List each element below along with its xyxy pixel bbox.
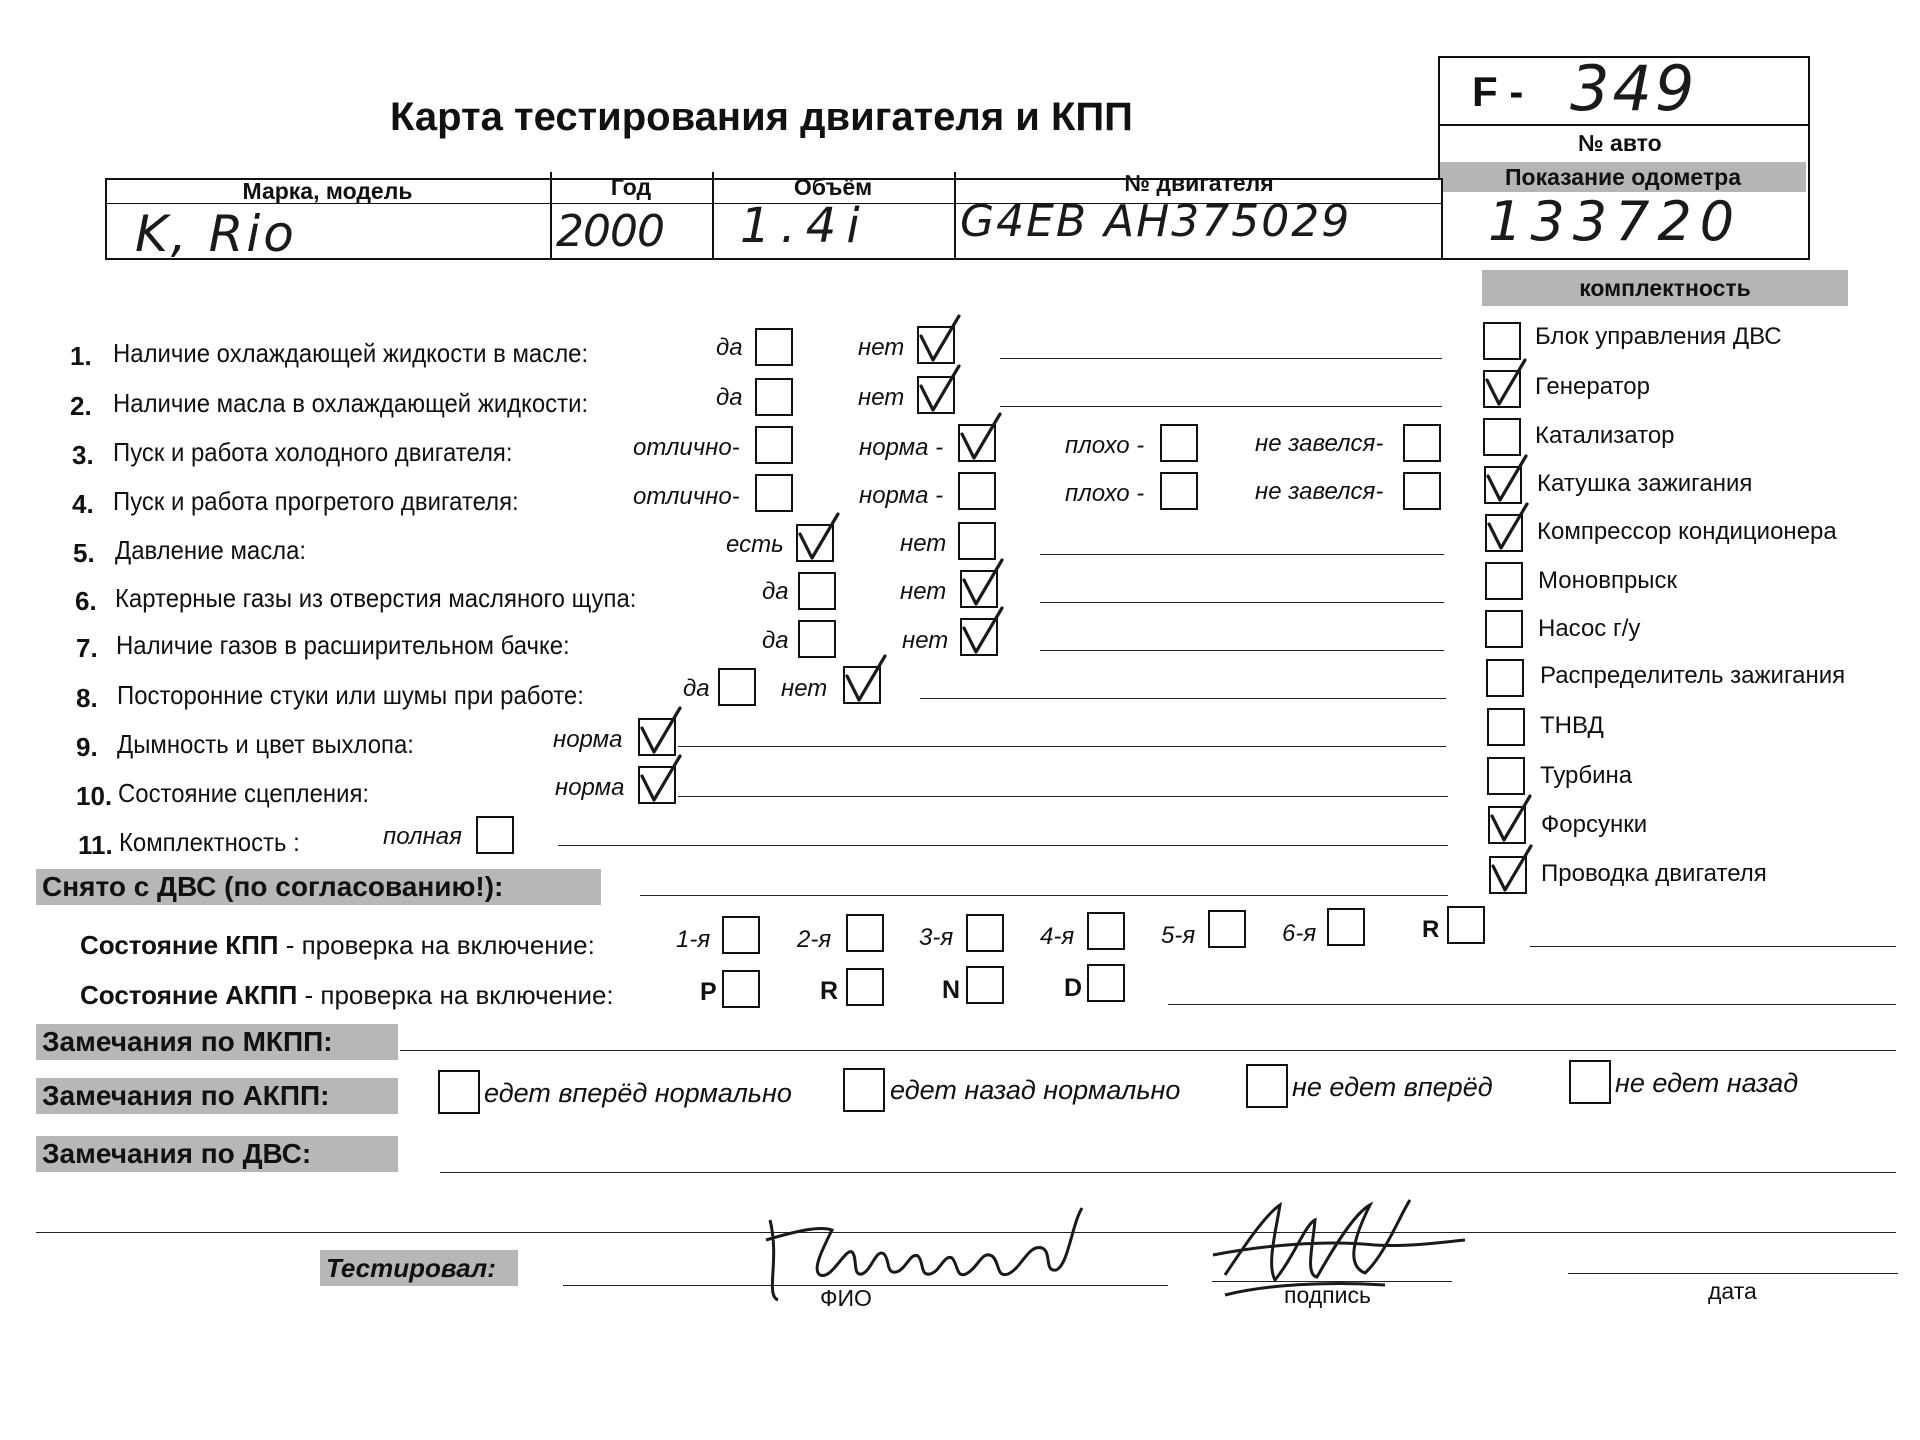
gear-3-checkbox[interactable] xyxy=(966,914,1004,952)
q2-yes-label: да xyxy=(716,384,743,411)
q3-bad-label: плохо - xyxy=(1065,432,1145,459)
tested-by-label xyxy=(320,1250,518,1286)
volume-header: Объём xyxy=(793,174,873,200)
q4-label: Пуск и работа прогретого двигателя: xyxy=(113,486,519,516)
q4-not-started-label: не завелся- xyxy=(1255,478,1384,505)
akpp-label-bold: Состояние АКПП xyxy=(80,980,298,1010)
q5-no-label: нет xyxy=(900,530,947,557)
q8-label: Посторонние стуки или шумы при работе: xyxy=(117,680,584,710)
form-number-value: 349 xyxy=(1570,52,1698,125)
signature-stroke xyxy=(1205,1185,1505,1305)
engine-no-header: № двигателя xyxy=(1124,170,1274,196)
mkpp-notes-line xyxy=(1530,946,1896,947)
kit-label-6: Моновпрыск xyxy=(1538,567,1678,594)
q10-number: 10. xyxy=(76,781,113,811)
remarks-akpp-label: Замечания по АКПП: xyxy=(36,1078,398,1114)
check-mark-icon xyxy=(1485,842,1537,898)
akpp-notes-line xyxy=(1168,1004,1896,1005)
check-mark-icon xyxy=(634,752,686,808)
kit-label-9: ТНВД xyxy=(1540,712,1604,739)
kit-label-4: Катушка зажигания xyxy=(1537,470,1753,497)
q5-notes-line xyxy=(1040,554,1444,555)
q1-label: Наличие охлаждающей жидкости в масле: xyxy=(113,338,589,368)
q3-excellent-label: отлично- xyxy=(633,434,740,461)
akpp-r-checkbox[interactable] xyxy=(846,968,884,1006)
kit-checkbox-1[interactable] xyxy=(1483,322,1521,360)
q8-no-label: нет xyxy=(781,675,828,702)
q7-yes-checkbox[interactable] xyxy=(798,620,836,658)
q3-not-started-label: не завелся- xyxy=(1255,430,1384,457)
check-mark-icon xyxy=(1484,792,1536,848)
check-mark-icon xyxy=(839,652,891,708)
check-mark-icon xyxy=(954,410,1006,466)
q4-normal-label: норма - xyxy=(859,482,944,509)
akpp-n-label: N xyxy=(942,976,961,1004)
q5-present-checkbox[interactable] xyxy=(796,524,834,562)
akpp-d-label: D xyxy=(1064,974,1083,1002)
q4-number: 4. xyxy=(72,489,94,519)
q9-notes-line xyxy=(678,746,1446,747)
akpp-check-label xyxy=(80,980,614,1011)
gear-6-checkbox[interactable] xyxy=(1327,908,1365,946)
q3-number: 3. xyxy=(72,440,94,470)
remarks-mkpp-line xyxy=(400,1050,1896,1051)
gear-2-checkbox[interactable] xyxy=(846,914,884,952)
tester-signature xyxy=(1205,1185,1505,1305)
kit-label-3: Катализатор xyxy=(1535,422,1675,449)
q4-excellent-label: отлично- xyxy=(633,483,740,510)
q6-no-label: нет xyxy=(900,578,947,605)
form-title: Карта тестирования двигателя и КПП xyxy=(390,95,1133,139)
model-header: Марка, модель xyxy=(242,178,413,204)
akpp-reverse-ok-label: едет назад нормально xyxy=(890,1075,1181,1105)
q11-notes-line xyxy=(558,845,1448,846)
q2-no-checkbox[interactable] xyxy=(917,376,955,414)
q1-yes-checkbox[interactable] xyxy=(755,328,793,366)
remarks-dvs-label: Замечания по ДВС: xyxy=(36,1136,398,1172)
kit-label-8: Распределитель зажигания xyxy=(1540,662,1846,689)
removed-label: Снято с ДВС (по согласованию!): xyxy=(36,869,601,905)
gear-1-checkbox[interactable] xyxy=(722,916,760,954)
year-header: Год xyxy=(610,174,652,200)
volume-value: 1.4i xyxy=(740,198,870,254)
check-mark-icon xyxy=(792,510,844,566)
q5-label: Давление масла: xyxy=(115,535,307,565)
auto-number-label: № авто xyxy=(1578,130,1662,156)
q11-full-label: полная xyxy=(383,823,462,850)
tester-name-stroke xyxy=(760,1200,1100,1310)
gear-5-checkbox[interactable] xyxy=(1208,910,1246,948)
q11-number: 11. xyxy=(78,830,113,860)
kit-header: комплектность xyxy=(1482,270,1848,306)
q2-label: Наличие масла в охлаждающей жидкости: xyxy=(113,388,589,418)
kit-checkbox-5[interactable] xyxy=(1485,514,1523,552)
kit-label-12: Проводка двигателя xyxy=(1541,860,1767,887)
check-mark-icon xyxy=(1481,500,1533,556)
kit-checkbox-12[interactable] xyxy=(1489,856,1527,894)
q8-yes-label: да xyxy=(683,675,710,702)
q3-bad-checkbox[interactable] xyxy=(1160,424,1198,462)
akpp-forward-ok-label: едет вперёд нормально xyxy=(484,1078,792,1108)
removed-notes-line xyxy=(640,895,1448,896)
kit-checkbox-2[interactable] xyxy=(1483,370,1521,408)
gear-r-checkbox[interactable] xyxy=(1447,906,1485,944)
akpp-d-checkbox[interactable] xyxy=(1087,964,1125,1002)
akpp-reverse-ok-checkbox[interactable] xyxy=(843,1068,885,1112)
akpp-label-rest: - проверка на включение: xyxy=(297,980,614,1010)
odometer-label: Показание одометра xyxy=(1440,162,1806,192)
signature-caption: подпись xyxy=(1284,1282,1371,1308)
q3-not-started-checkbox[interactable] xyxy=(1403,424,1441,462)
q1-no-label: нет xyxy=(858,334,905,361)
mkpp-label-bold: Состояние КПП xyxy=(80,930,279,960)
q1-yes-label: да xyxy=(716,334,743,361)
gear-r-label: R xyxy=(1422,916,1440,943)
q1-notes-line xyxy=(1000,358,1442,359)
akpp-no-reverse-label: не едет назад xyxy=(1615,1068,1799,1098)
q2-number: 2. xyxy=(70,391,92,421)
kit-checkbox-8[interactable] xyxy=(1486,659,1524,697)
q3-normal-label: норма - xyxy=(859,434,944,461)
q6-notes-line xyxy=(1040,602,1444,603)
q9-number: 9. xyxy=(76,732,98,762)
q7-no-label: нет xyxy=(902,627,949,654)
q8-notes-line xyxy=(920,698,1446,699)
kit-checkbox-3[interactable] xyxy=(1483,418,1521,456)
tester-name-handwriting xyxy=(760,1200,1100,1310)
kit-checkbox-9[interactable] xyxy=(1487,708,1525,746)
kit-checkbox-6[interactable] xyxy=(1485,562,1523,600)
kit-checkbox-4[interactable] xyxy=(1484,466,1522,504)
odometer-value: 133720 xyxy=(1488,190,1743,253)
q7-yes-label: да xyxy=(762,627,789,654)
q3-excellent-checkbox[interactable] xyxy=(755,426,793,464)
q7-number: 7. xyxy=(76,633,98,663)
q4-bad-checkbox[interactable] xyxy=(1160,472,1198,510)
fio-caption: ФИО xyxy=(820,1285,872,1311)
q6-yes-label: да xyxy=(762,578,789,605)
kit-label-5: Компрессор кондиционера xyxy=(1537,518,1837,545)
q8-yes-checkbox[interactable] xyxy=(718,668,756,706)
check-mark-icon xyxy=(913,312,965,368)
q11-label: Комплектность : xyxy=(119,827,300,857)
kit-checkbox-10[interactable] xyxy=(1487,757,1525,795)
q7-no-checkbox[interactable] xyxy=(960,618,998,656)
q1-no-checkbox[interactable] xyxy=(917,326,955,364)
q9-normal-checkbox[interactable] xyxy=(638,718,676,756)
gear-3-label: 3-я xyxy=(919,924,954,951)
akpp-no-forward-label: не едет вперёд xyxy=(1292,1072,1493,1102)
q4-not-started-checkbox[interactable] xyxy=(1403,472,1441,510)
gear-2-label: 2-я xyxy=(797,926,832,953)
remarks-dvs-line-1 xyxy=(440,1172,1896,1173)
tested-by-text: Тестировал: xyxy=(326,1253,496,1283)
q3-normal-checkbox[interactable] xyxy=(958,424,996,462)
kit-checkbox-11[interactable] xyxy=(1488,806,1526,844)
remarks-mkpp-label: Замечания по МКПП: xyxy=(36,1024,398,1060)
gear-4-checkbox[interactable] xyxy=(1087,912,1125,950)
gear-5-label: 5-я xyxy=(1161,922,1196,949)
mkpp-label-rest: - проверка на включение: xyxy=(278,930,595,960)
akpp-r-label: R xyxy=(820,977,839,1005)
q6-no-checkbox[interactable] xyxy=(960,570,998,608)
q4-bad-label: плохо - xyxy=(1065,480,1145,507)
q5-number: 5. xyxy=(73,538,95,568)
kit-label-2: Генератор xyxy=(1535,373,1650,400)
q11-full-checkbox[interactable] xyxy=(476,816,514,854)
q10-label: Состояние сцепления: xyxy=(118,778,370,808)
q6-label: Картерные газы из отверстия масляного щупа: xyxy=(115,583,637,613)
q9-label: Дымность и цвет выхлопа: xyxy=(117,729,414,759)
akpp-p-label: P xyxy=(700,978,717,1006)
kit-checkbox-7[interactable] xyxy=(1485,610,1523,648)
gear-1-label: 1-я xyxy=(676,926,711,953)
q5-no-checkbox[interactable] xyxy=(958,522,996,560)
date-caption: дата xyxy=(1708,1278,1757,1304)
mkpp-check-label xyxy=(80,930,595,961)
q9-normal-label: норма xyxy=(553,726,623,753)
akpp-no-forward-checkbox[interactable] xyxy=(1246,1064,1288,1108)
akpp-p-checkbox[interactable] xyxy=(722,970,760,1008)
q8-no-checkbox[interactable] xyxy=(843,666,881,704)
gear-4-label: 4-я xyxy=(1040,923,1075,950)
form-number-prefix: F - xyxy=(1472,68,1524,115)
q10-normal-label: норма xyxy=(555,774,625,801)
akpp-n-checkbox[interactable] xyxy=(966,966,1004,1004)
q1-number: 1. xyxy=(70,341,92,371)
q2-yes-checkbox[interactable] xyxy=(755,378,793,416)
kit-label-11: Форсунки xyxy=(1541,811,1648,838)
q6-yes-checkbox[interactable] xyxy=(798,572,836,610)
kit-label-1: Блок управления ДВС xyxy=(1535,323,1782,350)
check-mark-icon xyxy=(956,604,1008,660)
model-value: K, Rio xyxy=(135,205,297,263)
q6-number: 6. xyxy=(75,586,97,616)
q10-normal-checkbox[interactable] xyxy=(638,766,676,804)
engine-no-value: G4EB AH375029 xyxy=(960,196,1352,247)
q8-number: 8. xyxy=(76,683,98,713)
kit-label-7: Насос г/у xyxy=(1538,615,1641,642)
q5-present-label: есть xyxy=(726,531,784,558)
gear-6-label: 6-я xyxy=(1282,920,1317,947)
q2-no-label: нет xyxy=(858,384,905,411)
q3-label: Пуск и работа холодного двигателя: xyxy=(113,437,513,467)
check-mark-icon xyxy=(1479,356,1531,412)
q7-label: Наличие газов в расширительном бачке: xyxy=(116,630,570,660)
q4-normal-checkbox[interactable] xyxy=(958,472,996,510)
akpp-no-reverse-checkbox[interactable] xyxy=(1569,1060,1611,1104)
akpp-forward-ok-checkbox[interactable] xyxy=(438,1070,480,1114)
kit-label-10: Турбина xyxy=(1540,762,1633,789)
q4-excellent-checkbox[interactable] xyxy=(755,474,793,512)
year-value: 2000 xyxy=(556,206,664,257)
date-line xyxy=(1568,1273,1898,1274)
q7-notes-line xyxy=(1040,650,1444,651)
q10-notes-line xyxy=(678,796,1448,797)
q2-notes-line xyxy=(1000,406,1442,407)
